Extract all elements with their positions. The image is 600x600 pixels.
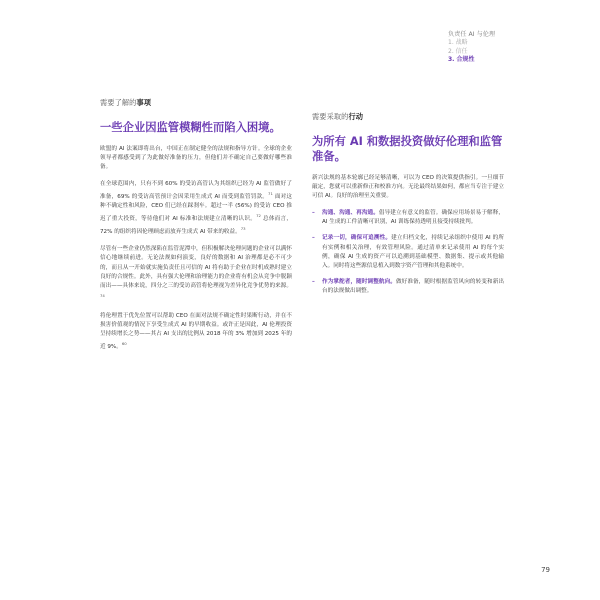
right-intro: 新兴法规的基本轮廓已经足够清晰，可以为 CEO 的决策提供指引。一旦细节敲定，您就可以重新修正和校准方向。无论最终结果如何，都应当专注于建立可信 AI。良好的治理至关重要。 bbox=[312, 175, 504, 200]
footnote-ref[interactable]: 72 bbox=[256, 213, 261, 219]
dash-bullet: – bbox=[312, 235, 315, 242]
para-2-text-b: 面对这种不确定性和风险，CEO 们已经在踩刹车。超过一半 (56%) 的受访 CEO 推迟了重大投资，等待他们对 AI 标准和法规建立清晰的认识。 bbox=[100, 194, 292, 223]
action-list bbox=[312, 209, 504, 296]
right-kicker bbox=[312, 112, 504, 122]
footnote-ref[interactable]: 73 bbox=[240, 226, 246, 232]
action-text: 倡导建立有意义的监管。确保应用场景易于解释，AI 生成的工件清晰可识别，AI 训练保持透明且接受持续批判。 bbox=[322, 210, 504, 226]
left-para-4 bbox=[100, 312, 292, 352]
action-lead: 记录一切，确保可追溯性。 bbox=[322, 235, 392, 242]
action-lead: 沟通、沟通、再沟通。 bbox=[322, 210, 379, 217]
right-column bbox=[312, 112, 504, 303]
action-text: 建立归档文化，持续记录组织中使用 AI 的所有实例和相关治理，有效管理风险。通过清单来记录使用 AI 的每个实例，确保 AI 生成的资产可以追溯到基础模型、数据集、提示或其他输入。同时将这些源信息植入到数字资产管理和其他系统中。 bbox=[322, 235, 504, 269]
nav-item-compliance[interactable]: 3. 合规性 bbox=[448, 56, 475, 64]
action-item bbox=[312, 278, 504, 296]
nav-item-strategy[interactable]: 1. 战略 bbox=[448, 39, 468, 46]
left-headline: 一些企业因监管模糊性而陷入困境。 bbox=[100, 121, 281, 134]
para-4-text: 将伦理置于优先位置可以帮助 CEO 在面对法规不确定性时果断行动，并在不损害价值观的情况下享受生成式 AI 的早期收益。或许正是因此，AI 伦理投资呈持续增长之势——其占 AI 支出的比例从 2018 年的 3% 增加到 2025 年的近 9%。 bbox=[100, 312, 292, 350]
left-para-2 bbox=[100, 180, 292, 237]
section-nav bbox=[448, 30, 538, 65]
action-item bbox=[312, 234, 504, 270]
right-kicker-bold: 行动 bbox=[348, 112, 364, 121]
left-kicker-plain: 需要了解的 bbox=[100, 98, 137, 107]
dash-bullet: – bbox=[312, 210, 315, 217]
action-text: 做好准备，随时根据监管风向的转变和新出台的法规做出调整。 bbox=[322, 278, 504, 294]
action-item bbox=[312, 209, 504, 227]
left-kicker bbox=[100, 98, 292, 108]
para-2-text-c: 总体而言，72% 的组织将因伦理顾虑而放弃生成式 AI 带来的收益。 bbox=[100, 216, 292, 236]
para-2-text-a: 在全球范围内，只有不到 60% 的受访高管认为其组织已经为 AI 监管做好了准备，69% 的受访高管预计会因采用生成式 AI 而受到监管罚款。 bbox=[100, 181, 292, 201]
para-3-text: 尽管有一些企业仍然深陷在监管泥潭中，但积极解决伦理问题的企业可以满怀信心地继续前进。无论法规如何演变，良好的数据和 AI 治理都是必不可少的，而且从一开始就实施负责任且可信的 AI 将有助于企业在时机成熟时建立良好的合规性。此外，具有强大伦理和治理能力的企业将有机会从竞争中脱颖而出——具体来说，四分之三的受访高管将伦理视为差异化竞争优势的来源。 bbox=[100, 246, 292, 289]
footnote-ref[interactable]: 74 bbox=[100, 292, 105, 298]
action-lead: 作为掌舵者，随时调整航向。 bbox=[322, 278, 396, 285]
left-para-3 bbox=[100, 245, 292, 303]
right-kicker-plain: 需要采取的 bbox=[312, 112, 349, 121]
left-kicker-bold: 事项 bbox=[136, 98, 152, 107]
left-para-1: 欧盟的 AI 法案即将出台，中国正在制定健全的法规和指导方针。全球的企业领导者都感受到了为此做好准备的压力，但他们并不确定自己要做好哪些准备。 bbox=[100, 146, 292, 171]
right-headline: 为所有 AI 和数据投资做好伦理和监管准备。 bbox=[312, 135, 503, 163]
footnote-ref[interactable]: 60 bbox=[121, 341, 127, 347]
page-number: 79 bbox=[541, 566, 550, 574]
nav-item-trust[interactable]: 2. 信任 bbox=[448, 47, 468, 55]
nav-title: 负责任 AI 与伦理 bbox=[448, 31, 496, 38]
left-column bbox=[100, 98, 292, 360]
dash-bullet: – bbox=[312, 278, 315, 285]
footnote-ref[interactable]: 71 bbox=[268, 191, 273, 197]
